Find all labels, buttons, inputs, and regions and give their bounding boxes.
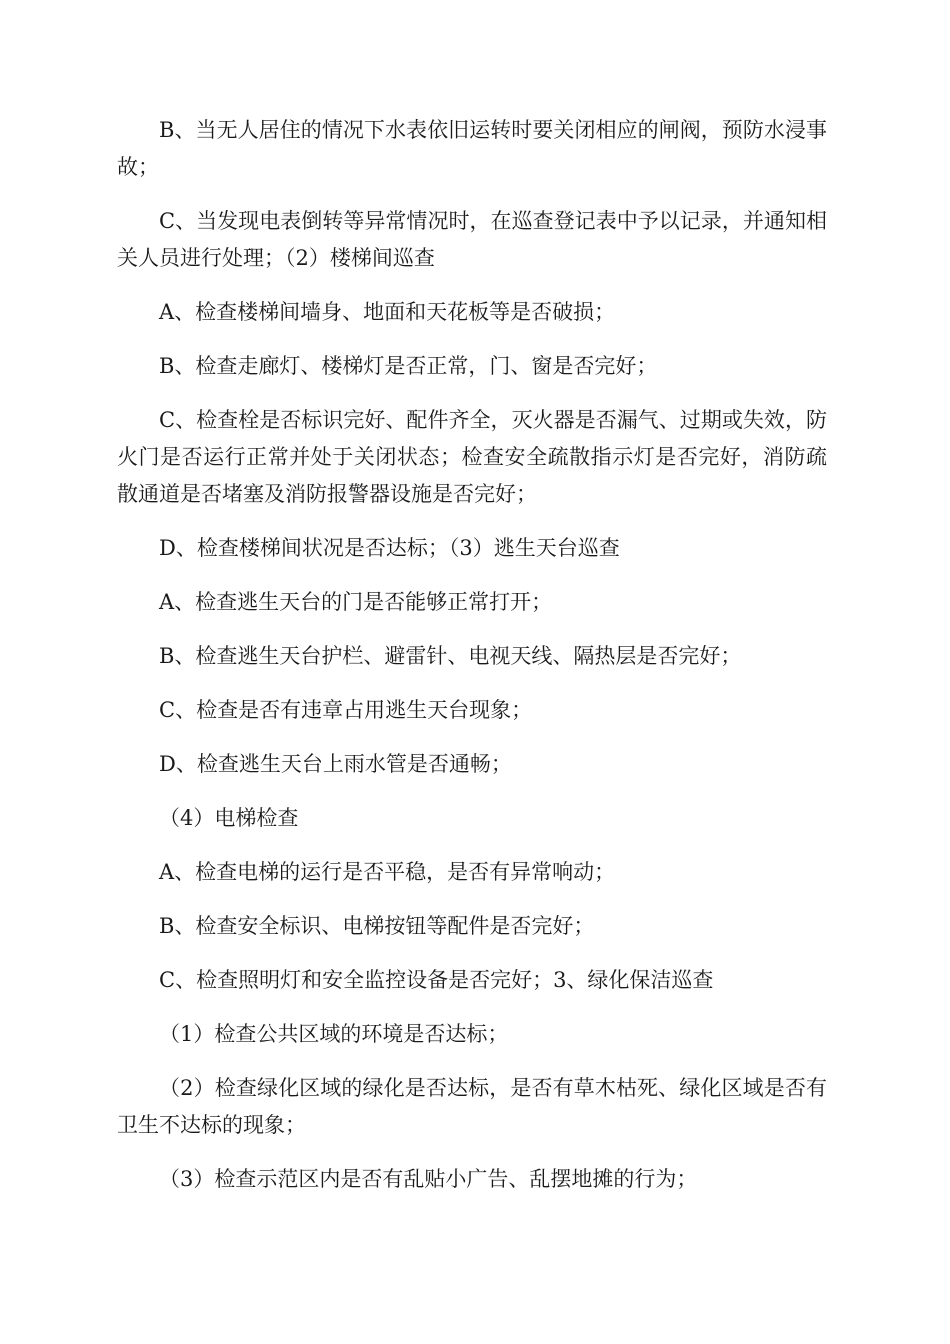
paragraph: （4）电梯检查 (159, 806, 299, 830)
paragraph: C、检查照明灯和安全监控设备是否完好；3、绿化保洁巡查 (159, 968, 714, 992)
paragraph: B、检查走廊灯、楼梯灯是否正常，门、窗是否完好； (159, 354, 658, 378)
paragraph: B、当无人居住的情况下水表依旧运转时要关闭相应的闸阀，预防水浸事故； (117, 118, 827, 179)
paragraph: C、检查栓是否标识完好、配件齐全，灭火器是否漏气、过期或失效，防火门是否运行正常并处于关闭状态；检查安全疏散指示灯是否完好，消防疏散通道是否堵塞及消防报警器设施是否完好； (117, 408, 827, 506)
paragraph: D、检查楼梯间状况是否达标；（3）逃生天台巡查 (159, 536, 620, 560)
paragraph: C、当发现电表倒转等异常情况时，在巡查登记表中予以记录，并通知相关人员进行处理；（2）楼梯间巡查 (117, 209, 827, 270)
paragraph: D、检查逃生天台上雨水管是否通畅； (159, 752, 512, 776)
paragraph: A、检查楼梯间墙身、地面和天花板等是否破损； (159, 300, 616, 324)
paragraph: （3）检查示范区内是否有乱贴小广告、乱摆地摊的行为； (159, 1167, 698, 1191)
paragraph: B、检查安全标识、电梯按钮等配件是否完好； (159, 914, 595, 938)
paragraph: C、检查是否有违章占用逃生天台现象； (159, 698, 533, 722)
paragraph: （1）检查公共区域的环境是否达标； (159, 1022, 509, 1046)
paragraph: B、检查逃生天台护栏、避雷针、电视天线、隔热层是否完好； (159, 644, 742, 668)
paragraph: A、检查逃生天台的门是否能够正常打开； (159, 590, 553, 614)
paragraph: （2）检查绿化区域的绿化是否达标，是否有草木枯死、绿化区域是否有卫生不达标的现象； (117, 1076, 827, 1137)
paragraph: A、检查电梯的运行是否平稳，是否有异常响动； (159, 860, 616, 884)
document-body (117, 112, 827, 1215)
